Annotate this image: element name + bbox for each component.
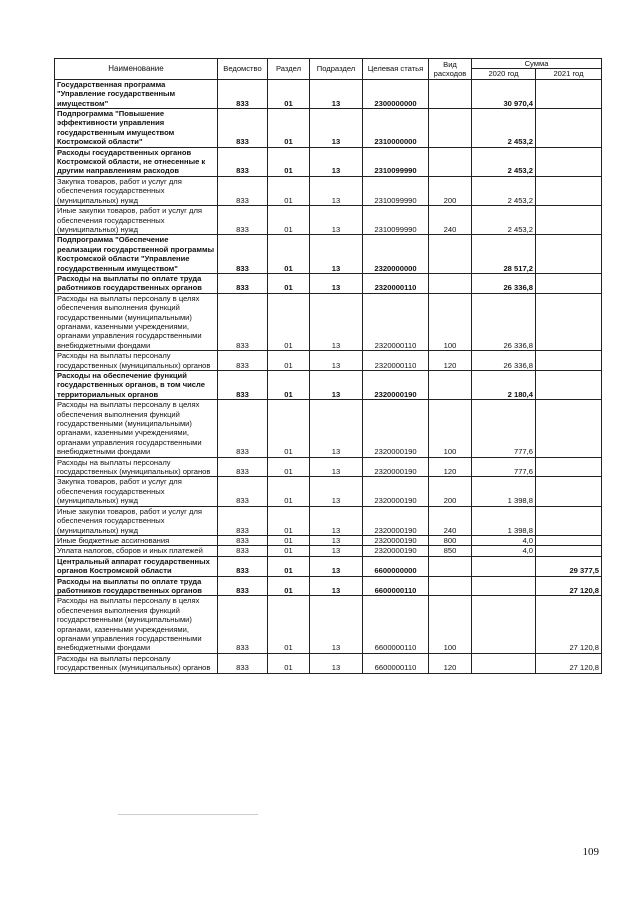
cell-target: 6600000000 [363,556,429,576]
cell-sum-2021: 27 120,8 [536,576,602,596]
table-body [55,79,602,673]
cell-name: Иные бюджетные ассигнования [55,535,218,545]
cell-target: 2320000190 [363,506,429,535]
cell-sum-2020: 4,0 [472,535,536,545]
cell-sum-2020 [472,556,536,576]
cell-name: Иные закупки товаров, работ и услуг для обеспечения государственных (муниципальных) нужд [55,206,218,235]
cell-dept: 833 [218,506,268,535]
cell-section: 01 [268,109,310,148]
cell-sum-2020: 28 517,2 [472,235,536,274]
cell-exp-type [429,147,472,176]
cell-section: 01 [268,556,310,576]
table-row [55,235,602,274]
cell-subsection: 13 [310,235,363,274]
cell-sum-2021 [536,79,602,108]
cell-sum-2021 [536,535,602,545]
cell-dept: 833 [218,653,268,673]
cell-sum-2020: 1 398,8 [472,506,536,535]
table-row [55,576,602,596]
cell-dept: 833 [218,293,268,350]
table-row [55,371,602,400]
cell-exp-type [429,371,472,400]
cell-section: 01 [268,273,310,293]
cell-section: 01 [268,147,310,176]
cell-sum-2020: 1 398,8 [472,477,536,506]
cell-target: 2310099990 [363,206,429,235]
cell-subsection: 13 [310,535,363,545]
cell-sum-2020: 26 336,8 [472,351,536,371]
table-row [55,273,602,293]
cell-name: Расходы на выплаты персоналу в целях обеспечения выполнения функций государственными (муниципальными) органами, казенными учреждениями, органами управления государственными внебюджетными фондами [55,596,218,653]
cell-subsection: 13 [310,176,363,205]
cell-exp-type [429,235,472,274]
cell-section: 01 [268,546,310,556]
cell-sum-2021 [536,206,602,235]
cell-target: 6600000110 [363,576,429,596]
cell-sum-2020 [472,596,536,653]
cell-sum-2020: 2 453,2 [472,206,536,235]
cell-target: 2300000000 [363,79,429,108]
cell-sum-2020: 4,0 [472,546,536,556]
cell-name: Расходы на выплаты по оплате труда работников государственных органов [55,273,218,293]
cell-subsection: 13 [310,576,363,596]
cell-sum-2021 [536,235,602,274]
header-dept: Ведомство [218,59,268,80]
cell-sum-2021 [536,400,602,457]
cell-name: Расходы на выплаты персоналу государственных (муниципальных) органов [55,653,218,673]
header-year-2020: 2020 год [472,69,536,79]
cell-sum-2020: 2 453,2 [472,176,536,205]
cell-exp-type: 120 [429,653,472,673]
cell-subsection: 13 [310,556,363,576]
cell-sum-2021: 29 377,5 [536,556,602,576]
table-row [55,351,602,371]
cell-target: 2320000190 [363,477,429,506]
cell-target: 2320000110 [363,273,429,293]
cell-name: Расходы на выплаты персоналу государственных (муниципальных) органов [55,351,218,371]
cell-subsection: 13 [310,546,363,556]
cell-subsection: 13 [310,273,363,293]
cell-name: Расходы на выплаты по оплате труда работников государственных органов [55,576,218,596]
header-year-2021: 2021 год [536,69,602,79]
cell-subsection: 13 [310,400,363,457]
cell-sum-2020: 2 453,2 [472,109,536,148]
cell-exp-type [429,79,472,108]
cell-exp-type: 100 [429,400,472,457]
cell-dept: 833 [218,477,268,506]
cell-section: 01 [268,535,310,545]
cell-sum-2020 [472,576,536,596]
table-row [55,653,602,673]
table-row [55,546,602,556]
header-target: Целевая статья [363,59,429,80]
cell-exp-type: 240 [429,506,472,535]
cell-sum-2021: 27 120,8 [536,596,602,653]
cell-sum-2020: 26 336,8 [472,293,536,350]
budget-table [54,58,602,674]
cell-target: 2310099990 [363,176,429,205]
table-row [55,477,602,506]
cell-dept: 833 [218,576,268,596]
header-sum: Сумма [472,59,602,69]
cell-target: 2320000190 [363,546,429,556]
cell-section: 01 [268,576,310,596]
cell-exp-type: 200 [429,176,472,205]
cell-section: 01 [268,293,310,350]
table-row [55,556,602,576]
table-row [55,206,602,235]
scan-artifact-line [118,814,258,815]
cell-target: 2310000000 [363,109,429,148]
cell-section: 01 [268,653,310,673]
cell-target: 2320000110 [363,293,429,350]
cell-exp-type: 200 [429,477,472,506]
cell-subsection: 13 [310,477,363,506]
cell-sum-2020: 777,6 [472,457,536,477]
cell-subsection: 13 [310,147,363,176]
cell-section: 01 [268,206,310,235]
cell-sum-2020 [472,653,536,673]
cell-exp-type: 850 [429,546,472,556]
cell-dept: 833 [218,596,268,653]
table-row [55,293,602,350]
cell-name: Расходы на выплаты персоналу в целях обеспечения выполнения функций государственными (муниципальными) органами, казенными учреждениями, органами управления государственными внебюджетными фондами [55,293,218,350]
cell-dept: 833 [218,79,268,108]
cell-exp-type: 120 [429,351,472,371]
cell-exp-type: 100 [429,596,472,653]
cell-subsection: 13 [310,371,363,400]
cell-exp-type [429,556,472,576]
cell-dept: 833 [218,400,268,457]
cell-dept: 833 [218,147,268,176]
cell-section: 01 [268,79,310,108]
header-subsection: Подраздел [310,59,363,80]
cell-dept: 833 [218,556,268,576]
cell-sum-2021 [536,293,602,350]
cell-exp-type [429,109,472,148]
cell-target: 2320000000 [363,235,429,274]
cell-exp-type: 120 [429,457,472,477]
cell-subsection: 13 [310,457,363,477]
cell-sum-2021 [536,273,602,293]
cell-name: Расходы на выплаты персоналу в целях обеспечения выполнения функций государственными (муниципальными) органами, казенными учреждениями, органами управления государственными внебюджетными фондами [55,400,218,457]
cell-name: Закупка товаров, работ и услуг для обеспечения государственных (муниципальных) нужд [55,477,218,506]
cell-sum-2021 [536,371,602,400]
cell-name: Центральный аппарат государственных органов Костромской области [55,556,218,576]
cell-sum-2021 [536,457,602,477]
cell-subsection: 13 [310,506,363,535]
table-row [55,147,602,176]
cell-sum-2021 [536,546,602,556]
cell-exp-type [429,273,472,293]
cell-sum-2020: 2 453,2 [472,147,536,176]
cell-section: 01 [268,400,310,457]
table-row [55,79,602,108]
cell-target: 2320000110 [363,351,429,371]
cell-section: 01 [268,235,310,274]
cell-target: 2320000190 [363,457,429,477]
cell-dept: 833 [218,109,268,148]
cell-name: Иные закупки товаров, работ и услуг для обеспечения государственных (муниципальных) нужд [55,506,218,535]
cell-section: 01 [268,596,310,653]
cell-target: 2320000190 [363,400,429,457]
cell-dept: 833 [218,457,268,477]
cell-sum-2021: 27 120,8 [536,653,602,673]
header-exp-type: Вид расходов [429,59,472,80]
cell-target: 6600000110 [363,596,429,653]
cell-subsection: 13 [310,109,363,148]
cell-section: 01 [268,371,310,400]
table-row [55,506,602,535]
cell-exp-type: 100 [429,293,472,350]
table-row [55,176,602,205]
cell-sum-2020: 2 180,4 [472,371,536,400]
cell-subsection: 13 [310,293,363,350]
cell-sum-2021 [536,351,602,371]
table-header [55,59,602,80]
table-row [55,400,602,457]
cell-dept: 833 [218,235,268,274]
cell-dept: 833 [218,176,268,205]
cell-section: 01 [268,506,310,535]
table-row [55,596,602,653]
header-name: Наименование [55,59,218,80]
cell-name: Закупка товаров, работ и услуг для обеспечения государственных (муниципальных) нужд [55,176,218,205]
cell-name: Подпрограмма "Обеспечение реализации государственной программы Костромской области "Управление государственным имуществом" [55,235,218,274]
cell-section: 01 [268,457,310,477]
cell-exp-type [429,576,472,596]
table-row [55,109,602,148]
cell-sum-2021 [536,176,602,205]
cell-name: Расходы государственных органов Костромской области, не отнесенные к другим направлениям расходов [55,147,218,176]
cell-section: 01 [268,477,310,506]
table-row [55,535,602,545]
cell-dept: 833 [218,535,268,545]
cell-target: 6600000110 [363,653,429,673]
cell-sum-2021 [536,147,602,176]
header-section: Раздел [268,59,310,80]
cell-sum-2021 [536,109,602,148]
table-row [55,457,602,477]
cell-exp-type: 800 [429,535,472,545]
cell-name: Расходы на выплаты персоналу государственных (муниципальных) органов [55,457,218,477]
cell-target: 2320000190 [363,371,429,400]
cell-sum-2020: 777,6 [472,400,536,457]
cell-name: Расходы на обеспечение функций государственных органов, в том числе территориальных органов [55,371,218,400]
page-number: 109 [582,846,599,858]
cell-section: 01 [268,351,310,371]
cell-sum-2020: 26 336,8 [472,273,536,293]
cell-name: Государственная программа "Управление государственным имуществом" [55,79,218,108]
cell-target: 2310099990 [363,147,429,176]
cell-subsection: 13 [310,206,363,235]
cell-exp-type: 240 [429,206,472,235]
cell-dept: 833 [218,273,268,293]
cell-sum-2021 [536,477,602,506]
cell-sum-2020: 30 970,4 [472,79,536,108]
cell-dept: 833 [218,371,268,400]
cell-sum-2021 [536,506,602,535]
cell-subsection: 13 [310,351,363,371]
cell-dept: 833 [218,351,268,371]
cell-subsection: 13 [310,653,363,673]
cell-name: Подпрограмма "Повышение эффективности управления государственным имуществом Костромской области" [55,109,218,148]
cell-subsection: 13 [310,596,363,653]
cell-subsection: 13 [310,79,363,108]
cell-section: 01 [268,176,310,205]
cell-target: 2320000190 [363,535,429,545]
cell-name: Уплата налогов, сборов и иных платежей [55,546,218,556]
cell-dept: 833 [218,546,268,556]
cell-dept: 833 [218,206,268,235]
